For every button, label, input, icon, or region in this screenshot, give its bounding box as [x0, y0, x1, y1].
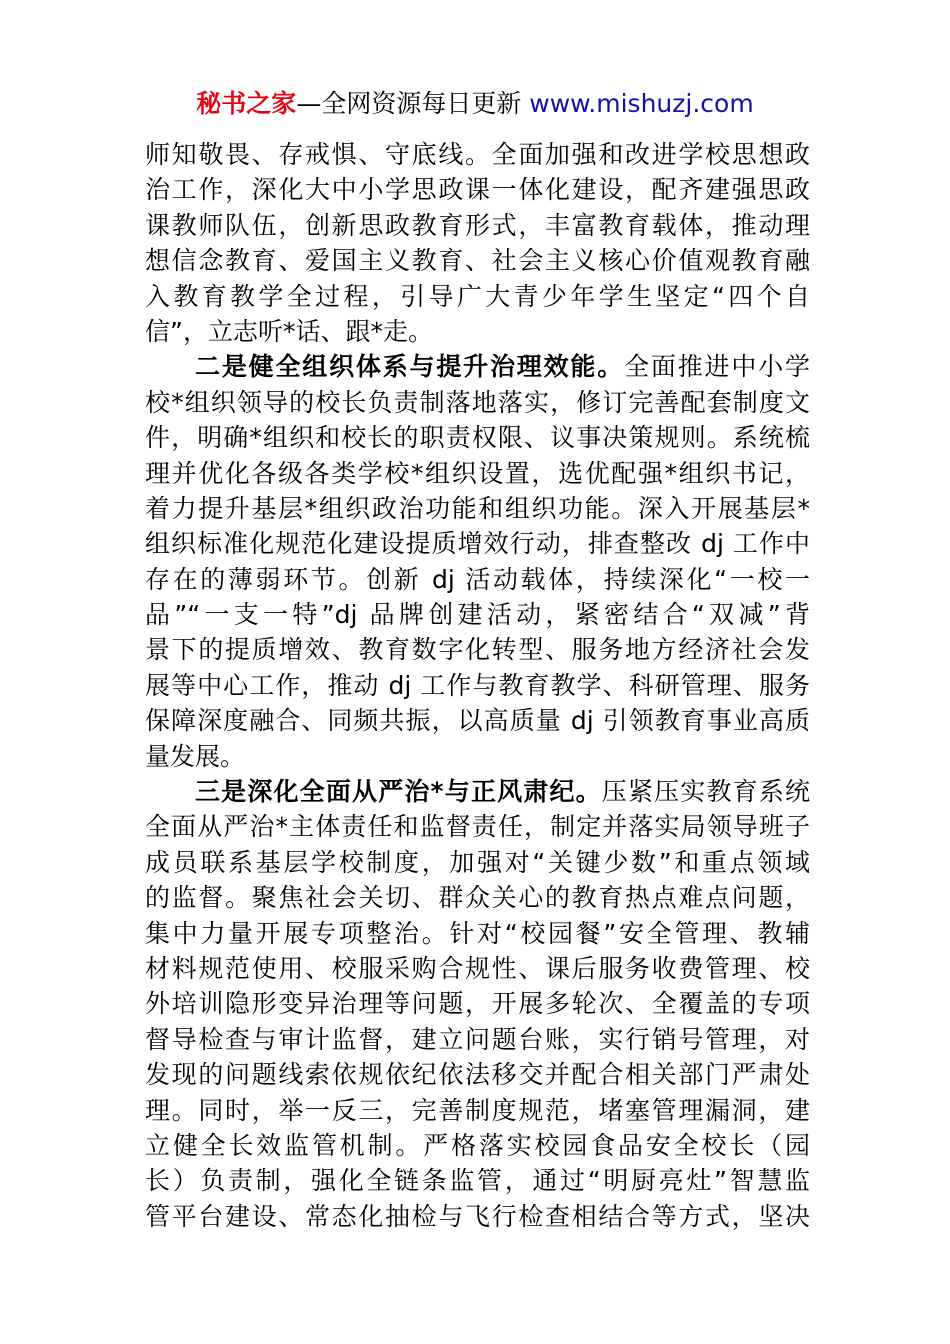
- paragraph-2: [145, 349, 810, 774]
- text-line: 理。同时，举一反三，完善制度规范，堵塞管理漏洞，建: [145, 1095, 810, 1125]
- text-line: 景下的提质增效、教育数字化转型、服务地方经济社会发: [145, 635, 810, 665]
- paragraph-heading: 三是深化全面从严治*与正风肃纪。: [195, 777, 602, 807]
- header-brand: 秘书之家: [196, 89, 297, 118]
- text-line: 的监督。聚焦社会关切、群众关心的教育热点难点问题，: [145, 883, 810, 913]
- text-line: 管平台建设、常态化抽检与飞行检查相结合等方式，坚决: [145, 1201, 810, 1231]
- text-line: 长）负责制，强化全链条监管，通过“明厨亮灶”智慧监: [145, 1166, 810, 1196]
- text-line: 品”“一支一特”dj 品牌创建活动，紧密结合“双减”背: [145, 600, 810, 630]
- text-line: 成员联系基层学校制度，加强对“关键少数”和重点领域: [145, 847, 810, 877]
- text-line: 入教育教学全过程，引导广大青少年学生坚定“四个自: [145, 281, 810, 311]
- text-line: 件，明确*组织和校长的职责权限、议事决策规则。系统梳: [145, 423, 810, 453]
- text-line: 理并优化各级各类学校*组织设置，选优配强*组织书记，: [145, 458, 810, 488]
- text-line: 信”，立志听*话、跟*走。: [145, 316, 433, 346]
- text-line: 着力提升基层*组织政治功能和组织功能。深入开展基层*: [145, 493, 810, 523]
- text-line: 保障深度融合、同频共振，以高质量 dj 引领教育事业高质: [145, 706, 810, 736]
- paragraph-text: 全面推进中小学: [624, 352, 810, 382]
- text-line: 全面从严治*主体责任和监督责任，制定并落实局领导班子: [145, 812, 810, 842]
- text-line: 集中力量开展专项整治。针对“校园餐”安全管理、教辅: [145, 918, 810, 948]
- text-line: 组织标准化规范化建设提质增效行动，排查整改 dj 工作中: [145, 529, 810, 559]
- text-line: 治工作，深化大中小学思政课一体化建设，配齐建强思政: [145, 175, 810, 205]
- text-line: 存在的薄弱环节。创新 dj 活动载体，持续深化“一校一: [145, 564, 810, 594]
- text-line: 校*组织领导的校长负责制落地落实，修订完善配套制度文: [145, 387, 810, 417]
- text-line: 量发展。: [145, 741, 246, 771]
- text-line: 材料规范使用、校服采购合规性、课后服务收费管理、校: [145, 953, 810, 983]
- paragraph-3: [145, 774, 810, 1234]
- page-header: [0, 86, 950, 122]
- text-line: 课教师队伍，创新思政教育形式，丰富教育载体，推动理: [145, 210, 810, 240]
- text-line: 外培训隐形变异治理等问题，开展多轮次、全覆盖的专项: [145, 989, 810, 1019]
- header-url-link[interactable]: www.mishuzj.com: [529, 89, 754, 118]
- document-body: [145, 137, 810, 1234]
- header-tagline: —全网资源每日更新: [296, 89, 530, 118]
- paragraph-text: 压紧压实教育系统: [601, 777, 810, 807]
- text-line: 师知敬畏、存戒惧、守底线。全面加强和改进学校思想政: [145, 140, 810, 169]
- paragraph-1: [145, 137, 810, 349]
- text-line: 立健全长效监管机制。严格落实校园食品安全校长（园: [145, 1130, 810, 1160]
- text-line: 发现的问题线索依规依纪依法移交并配合相关部门严肃处: [145, 1060, 810, 1090]
- text-line: 想信念教育、爱国主义教育、社会主义核心价值观教育融: [145, 246, 810, 276]
- text-line: [145, 349, 810, 384]
- text-line: [145, 774, 810, 809]
- text-line: 督导检查与审计监督，建立问题台账，实行销号管理，对: [145, 1024, 810, 1054]
- paragraph-heading: 二是健全组织体系与提升治理效能。: [195, 352, 625, 382]
- text-line: 展等中心工作，推动 dj 工作与教育教学、科研管理、服务: [145, 670, 810, 700]
